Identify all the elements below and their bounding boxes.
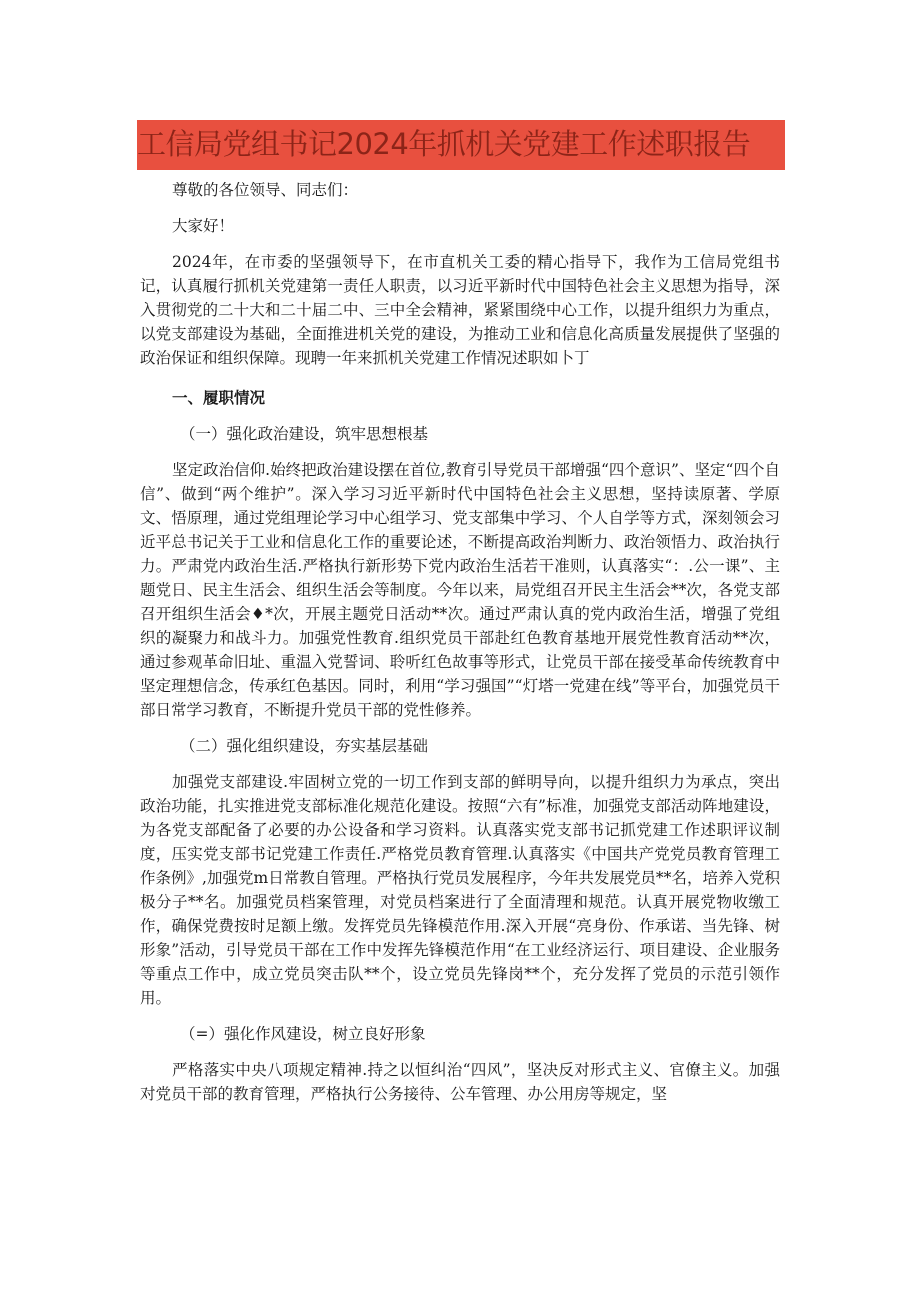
greeting: 尊敬的各位领导、同志们： [172,181,359,199]
document-title: 工信局党组书记2024年抓机关党建工作述职报告 [137,127,751,161]
subsection-heading-3: （=）强化作风建设，树立良好形象 [180,1025,426,1043]
subsection-body-3: 严格落实中央八项规定精神.持之以恒纠治“四风”，坚决反对形式主义、官僚主义。加强对党员干部的教育管理，严格执行公务接待、公车管理、办公用房等规定，坚 [140,1061,780,1103]
intro-paragraph: 2024年，在市委的坚强领导下，在市直机关工委的精心指导下，我作为工信局党组书记，认真履行抓机关党建第一责任人职责，以习近平新时代中国特色社会主义思想为指导，深入贯彻党的二十大和二十届二中、三中全会精神，紧紧围绕中心工作，以提升组织力为重点，以党支部建设为基础，全面推进机关党的建设，为推动工业和信息化高质量发展提供了坚强的政治保证和组织保障。现聘一年来抓机关党建工作情况述职如卜丁 [140,253,780,367]
subsection-body-1: 坚定政治信仰.始终把政治建设摆在首位,教育引导党员干部增强“四个意识”、坚定“四个自信”、做到“两个维护”。深入学习习近平新时代中国特色社会主义思想，坚持读原著、学原文、悟原理，通过党组理论学习中心组学习、党支部集中学习、个人自学等方式，深刻领会习近平总书记关于工业和信息化工作的重要论述，不断提高政治判断力、政治领悟力、政治执行力。严肃党内政治生活.严格执行新形势下党内政治生活若干准则，认真落实“：.公一课”、主题党日、民主生活会、组织生活会等制度。今年以来，局党组召开民主生活会**次，各党支部召开组织生活会♦*次，开展主题党日活动**次。通过严肃认真的党内政治生活，增强了党组织的凝聚力和战斗力。加强党性教育.组织党员干部赴红色教育基地开展党性教育活动**次，通过参观革命旧址、重温入党誓词、聆听红色故事等形式，让党员干部在接受革命传统教育中坚定理想信念，传承红色基因。同时，利用“学习强国”“灯塔一党建在线”等平台，加强党员干部日常学习教育，不断提升党员干部的党性修养。 [140,461,780,719]
subsection-heading-2: （二）强化组织建设，夯实基层基础 [180,737,429,755]
subsection-heading-1: （一）强化政治建设，筑牢思想根基 [180,425,429,443]
section-heading-1: 一、履职情况 [172,389,266,407]
document-body [140,172,780,1106]
title-banner [137,120,785,170]
hello-line: 大家好！ [172,217,235,235]
subsection-body-2: 加强党支部建设.牢固树立党的一切工作到支部的鲜明导向，以提升组织力为承点，突出政治功能，扎实推进党支部标准化规范化建设。按照“六有”标准，加强党支部活动阵地建设，为各党支部配备了必要的办公设备和学习资料。认真落实党支部书记抓党建工作述职评议制度，压实党支部书记党建工作责任.严格党员教育管理.认真落实《中国共产党党员教育管理工作条例》,加强党m日常教自管理。严格执行党员发展程序，今年共发展党员**名，培养入党积极分子**名。加强党员档案管理，对党员档案进行了全面清理和规范。认真开展党物收缴工作，确保党费按时足额上缴。发挥党员先锋模范作用.深入开展“亮身份、作承诺、当先锋、树形象”活动，引导党员干部在工作中发挥先锋模范作用“在工业经济运行、项目建设、企业服务等重点工作中，成立党员突击队**个，设立党员先锋岗**个，充分发挥了党员的示范引领作用。 [140,773,780,1007]
